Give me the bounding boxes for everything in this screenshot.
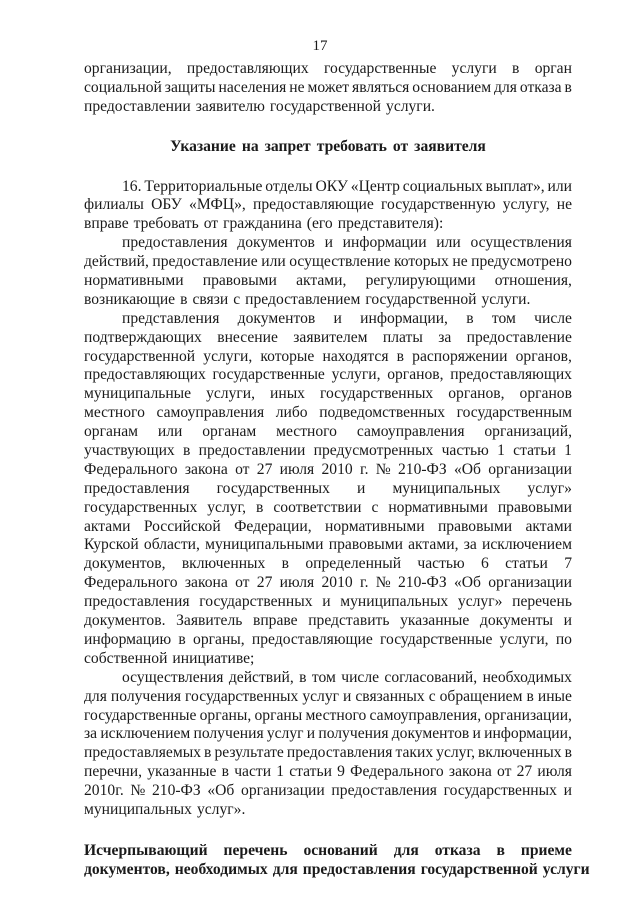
text-line: для получения государственных услуг и связанных с обращением в иные (84, 687, 572, 705)
text-line: предоставления государственных и муниципальных услуг» (84, 479, 572, 497)
text-line: действий, предоставление или осуществление которых не предусмотрено (84, 253, 572, 271)
heading-prohibition (84, 138, 572, 157)
text-line: государственные органы, органы местного самоуправления, организации, (84, 706, 572, 724)
text-line: возникающие в связи с предоставлением государственной услуги. (84, 290, 531, 308)
text-line: представления документов и информации, в том числе (122, 309, 572, 327)
text-line: 16. Территориальные отделы ОКУ «Центр социальных выплат», или (122, 177, 572, 195)
text-line: государственных услуг, в соответствии с нормативными правовыми (84, 498, 572, 516)
text-line: органам или органам местного самоуправления организаций, (84, 423, 572, 441)
text-line: местного самоуправления либо подведомственных государственным (84, 404, 572, 422)
text-line: участвующих в предоставлении предусмотренных частью 1 статьи 1 (84, 442, 572, 460)
page-number: 17 (312, 38, 328, 54)
paragraph-16 (84, 178, 572, 235)
text-line: информацию в органы, предоставляющие государственные услуги, по (84, 630, 572, 648)
text-line: Федерального закона от 27 июля 2010 г. № 210-ФЗ «Об организации (84, 460, 572, 478)
text-line: филиалы ОБУ «МФЦ», предоставляющие государственную услугу, не (84, 196, 572, 214)
text-line: государственной услуги, которые находятся в распоряжении органов, (84, 347, 572, 365)
text-line: перечни, указанные в части 1 статьи 9 Федерального закона от 27 июля (84, 763, 572, 781)
text-line: 2010г. № 210-ФЗ «Об организации предоставления государственных и (84, 782, 572, 800)
text-line: вправе требовать от гражданина (его представителя): (84, 215, 444, 233)
text-line: актами Российской Федерации, нормативными правовыми актами (84, 517, 572, 535)
text-line: документов, необходимых для предоставления государственной услуги (84, 860, 590, 878)
text-line: документов, включенных в определенный частью 6 статьи 7 (84, 555, 572, 573)
text-line: муниципальные услуги, иных государственных органов, органов (84, 385, 572, 403)
text-line: нормативными правовыми актами, регулирующими отношения, (84, 272, 572, 290)
text-line: за исключением получения услуг и получения документов и информации, (84, 725, 572, 743)
text-line: Федерального закона от 27 июля 2010 г. № 210-ФЗ «Об организации (84, 574, 572, 592)
document-body (84, 60, 590, 880)
text-line: Указание на запрет требовать от заявителя (170, 137, 486, 155)
text-line: предоставляемых в результате предоставления таких услуг, включенных в (84, 744, 572, 762)
item-documents (84, 234, 572, 310)
text-line: предоставления государственных и муниципальных услуг» перечень (84, 593, 572, 611)
text-line: предоставлении заявителю государственной услуги. (84, 97, 435, 115)
continuation-paragraph (84, 60, 572, 117)
text-line: предоставляющих государственные услуги, органов, предоставляющих (84, 366, 572, 384)
text-line: Исчерпывающий перечень оснований для отказа в приеме (84, 841, 572, 859)
text-line: Курской области, муниципальными правовыми актами, за исключением (84, 536, 572, 554)
text-line: социальной защиты населения не может являться основанием для отказа в (84, 78, 572, 96)
text-line: собственной инициативе; (84, 649, 255, 667)
item-actions (84, 669, 572, 820)
text-line: организации, предоставляющих государственные услуги в орган (84, 60, 572, 77)
text-line: документов. Заявитель вправе представить указанные документы и (84, 612, 572, 630)
text-line: осуществления действий, в том числе согласований, необходимых (122, 668, 572, 686)
text-line: подтверждающих внесение заявителем платы за предоставление (84, 328, 572, 346)
text-line: предоставления документов и информации или осуществления (122, 234, 572, 252)
heading-refusal (84, 841, 590, 880)
text-line: муниципальных услуг». (84, 800, 246, 818)
item-submission (84, 310, 572, 669)
